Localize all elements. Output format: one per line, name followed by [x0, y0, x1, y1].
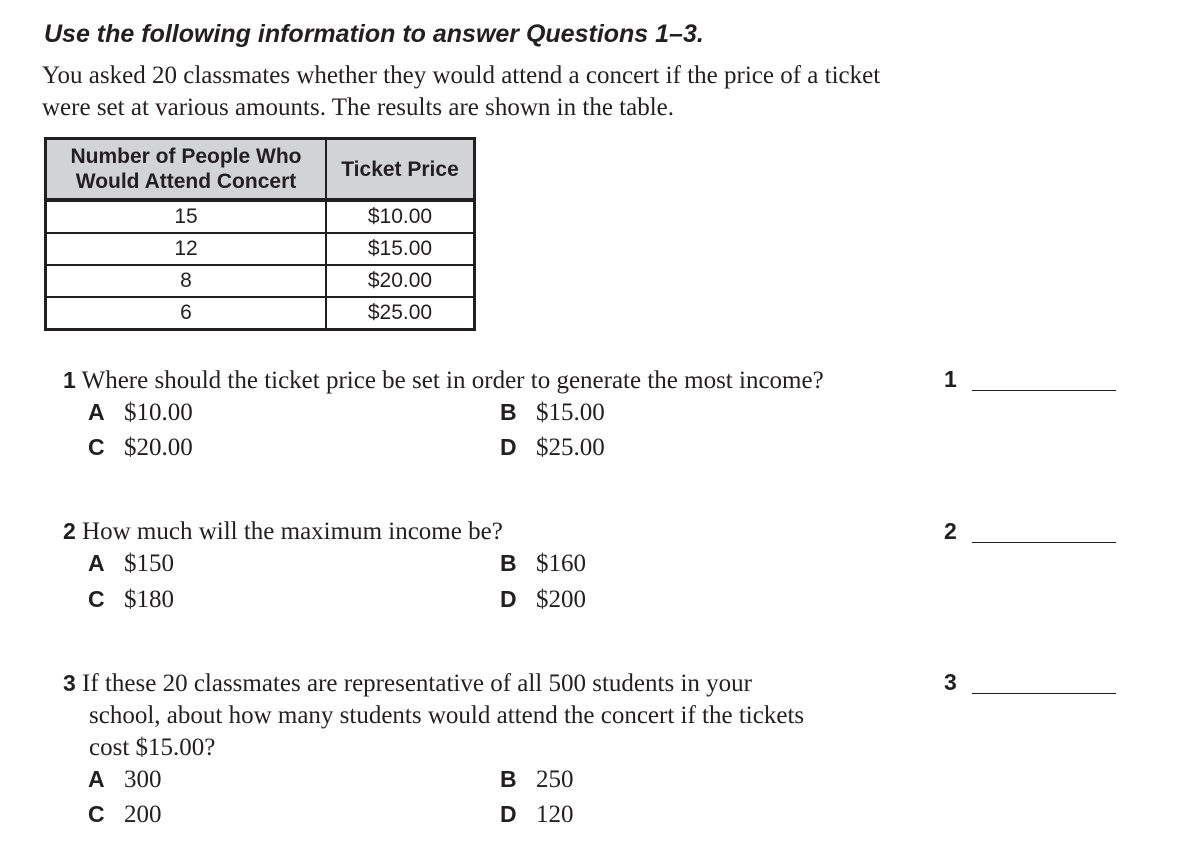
- option-value: $180: [124, 586, 174, 613]
- option-a[interactable]: [88, 766, 162, 794]
- option-value: $150: [124, 550, 174, 577]
- option-b[interactable]: [500, 766, 574, 794]
- option-value: $20.00: [124, 434, 193, 461]
- option-value: 300: [124, 766, 162, 793]
- table-row: [46, 233, 475, 265]
- option-b[interactable]: [500, 550, 586, 578]
- option-c[interactable]: [88, 586, 174, 614]
- question-2: [63, 515, 893, 548]
- table-row: [46, 297, 475, 330]
- option-letter: A: [88, 399, 105, 425]
- question-text-line-3: cost $15.00?: [89, 734, 216, 761]
- option-letter: A: [88, 550, 105, 576]
- option-d[interactable]: [500, 801, 574, 829]
- option-letter: C: [88, 801, 105, 827]
- answer-blank-1[interactable]: [944, 366, 1116, 402]
- question-number: 2: [63, 518, 76, 544]
- option-value: $10.00: [124, 399, 193, 426]
- instructions-heading: Use the following information to answer Questions 1–3.: [44, 20, 704, 48]
- question-number: 1: [63, 367, 76, 393]
- option-value: 250: [536, 766, 574, 793]
- cell-price: $15.00: [326, 233, 475, 265]
- option-b[interactable]: [500, 399, 605, 427]
- question-text-line-2: school, about how many students would attend the concert if the tickets: [89, 702, 805, 729]
- question-number: 3: [63, 670, 76, 696]
- option-letter: A: [88, 766, 105, 792]
- cell-attendance: 6: [46, 297, 327, 330]
- option-letter: B: [500, 766, 517, 792]
- answer-blank-2[interactable]: [944, 518, 1116, 554]
- option-d[interactable]: [500, 586, 586, 614]
- option-letter: D: [500, 586, 517, 612]
- option-letter: C: [88, 434, 105, 460]
- question-text-line-1: If these 20 classmates are representative of all 500 students in your: [82, 670, 752, 697]
- option-letter: B: [500, 550, 517, 576]
- option-a[interactable]: [88, 399, 193, 427]
- option-value: $160: [536, 550, 586, 577]
- table-row: [46, 200, 475, 233]
- answer-line[interactable]: [972, 693, 1116, 694]
- question-text: How much will the maximum income be?: [82, 518, 503, 545]
- option-value: $15.00: [536, 399, 605, 426]
- option-d[interactable]: [500, 434, 605, 462]
- option-value: $200: [536, 586, 586, 613]
- option-value: 120: [536, 801, 574, 828]
- answer-blank-3[interactable]: [944, 669, 1116, 705]
- option-value: $25.00: [536, 434, 605, 461]
- answer-line[interactable]: [972, 390, 1116, 391]
- cell-price: $25.00: [326, 297, 475, 330]
- question-1: [63, 364, 893, 397]
- option-c[interactable]: [88, 434, 193, 462]
- answer-number: 2: [944, 518, 957, 544]
- header-attendance: Number of People Who Would Attend Concert: [46, 139, 327, 201]
- intro-paragraph: You asked 20 classmates whether they would attend a concert if the price of a ticket were set at various amounts. The results are shown in the table.: [42, 62, 881, 121]
- cell-price: $20.00: [326, 265, 475, 297]
- cell-attendance: 8: [46, 265, 327, 297]
- table-row: [46, 265, 475, 297]
- option-value: 200: [124, 801, 162, 828]
- question-3: [63, 667, 893, 764]
- ticket-price-table: [44, 137, 476, 331]
- option-letter: D: [500, 434, 517, 460]
- option-letter: B: [500, 399, 517, 425]
- header-ticket-price: Ticket Price: [326, 139, 475, 201]
- answer-number: 1: [944, 366, 957, 392]
- option-c[interactable]: [88, 801, 162, 829]
- cell-attendance: 12: [46, 233, 327, 265]
- option-a[interactable]: [88, 550, 174, 578]
- question-text: Where should the ticket price be set in order to generate the most income?: [81, 367, 824, 394]
- option-letter: C: [88, 586, 105, 612]
- cell-attendance: 15: [46, 200, 327, 233]
- answer-line[interactable]: [972, 542, 1116, 543]
- option-letter: D: [500, 801, 517, 827]
- answer-number: 3: [944, 669, 957, 695]
- cell-price: $10.00: [326, 200, 475, 233]
